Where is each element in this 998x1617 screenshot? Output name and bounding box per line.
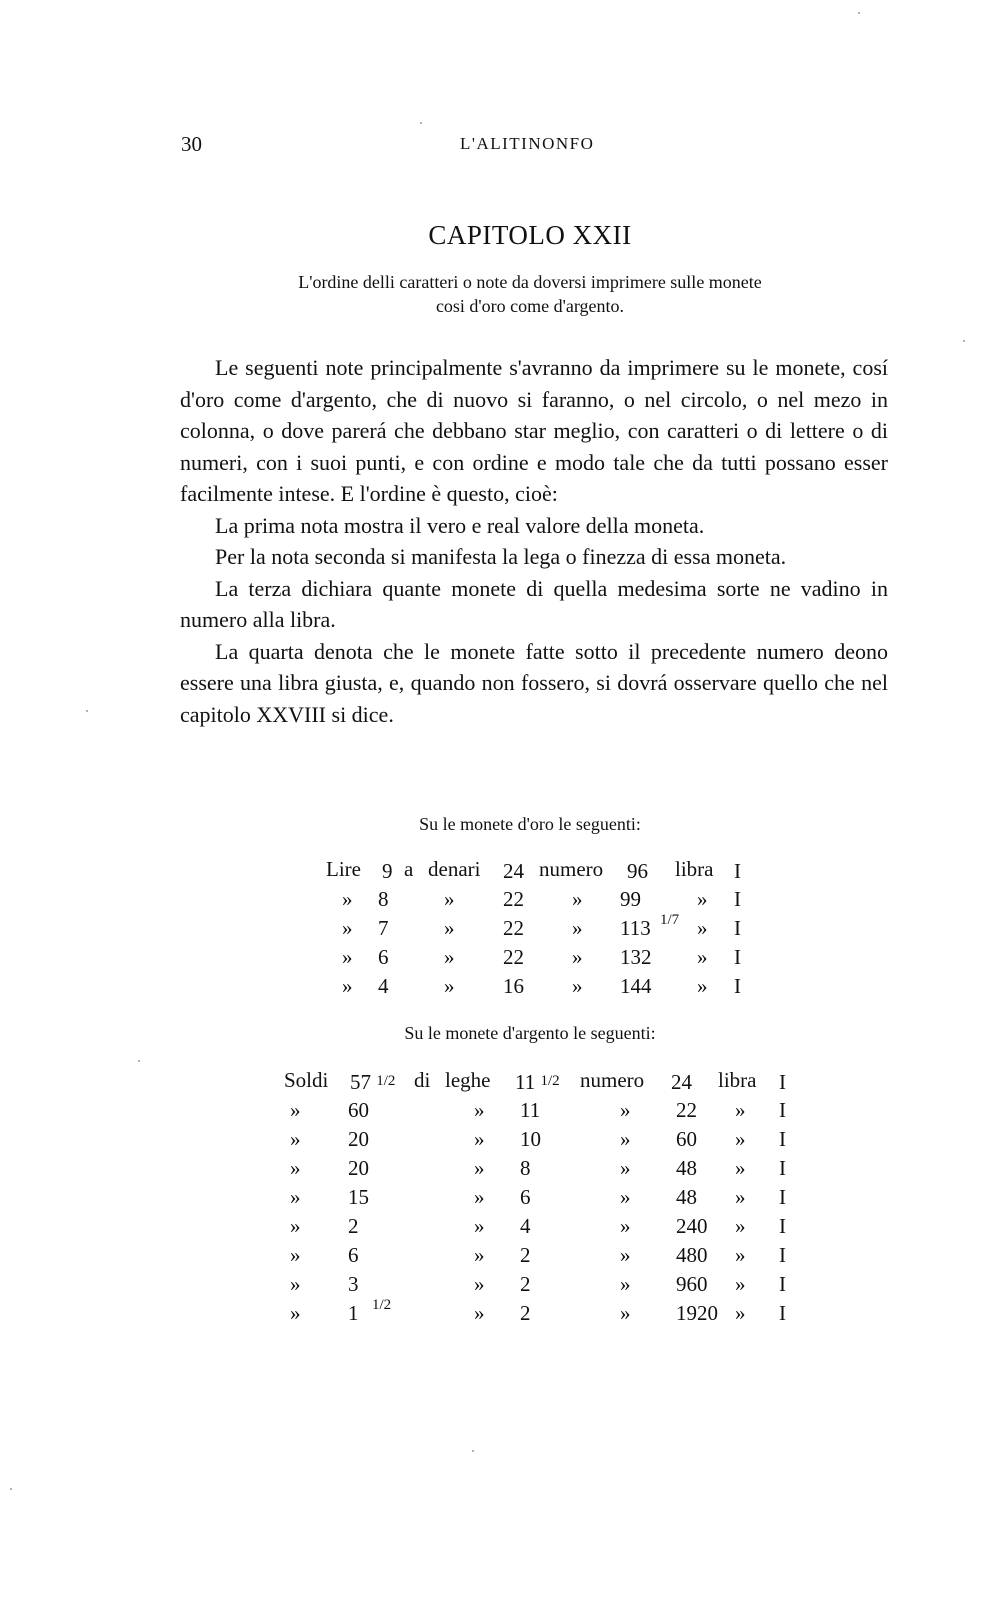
- paragraph-third-note: La terza dichiara quante monete di quella medesima sorte ne vadino in numero alla libra.: [180, 575, 888, 632]
- scan-speck: [10, 1488, 12, 1490]
- silver-row-soldi: 3: [348, 1272, 359, 1296]
- silver-row-numero: 48: [676, 1156, 697, 1180]
- gold-row-ditto-mark: »: [572, 887, 583, 911]
- paragraph-second-note: Per la nota seconda si manifesta la lega o finezza di essa moneta.: [215, 544, 787, 569]
- silver-row-numero: 480: [676, 1243, 708, 1267]
- gold-row-ditto-mark: »: [444, 887, 455, 911]
- silver-header-value-int: 57: [350, 1070, 371, 1094]
- silver-row-ditto-mark: »: [735, 1185, 746, 1209]
- silver-row-libra: I: [779, 1127, 786, 1151]
- silver-header-leghe-value: [515, 1070, 560, 1095]
- silver-row-ditto-mark: »: [474, 1272, 485, 1296]
- silver-header-leghe-frac: 1/2: [540, 1073, 560, 1089]
- silver-header-di: di: [414, 1068, 431, 1092]
- gold-header-denari-value: 24: [503, 859, 524, 883]
- gold-row-ditto-mark: »: [697, 945, 708, 969]
- gold-header-denari: denari: [428, 857, 481, 881]
- scan-speck: [138, 1060, 140, 1062]
- silver-row-ditto-mark: »: [620, 1272, 631, 1296]
- gold-row-numero: 113: [620, 916, 651, 940]
- gold-row-lire: 6: [378, 945, 389, 969]
- gold-row-denari: 16: [503, 974, 524, 998]
- silver-row-soldi: 20: [348, 1156, 369, 1180]
- silver-row-ditto-mark: »: [290, 1272, 301, 1296]
- gold-row-lire: 7: [378, 916, 389, 940]
- silver-row-ditto-mark: »: [620, 1243, 631, 1267]
- gold-row-lire: 8: [378, 887, 389, 911]
- silver-row-leghe: 10: [520, 1127, 541, 1151]
- gold-row-ditto-mark: »: [444, 974, 455, 998]
- silver-row-ditto-mark: »: [290, 1243, 301, 1267]
- silver-row-leghe: 11: [520, 1098, 541, 1122]
- gold-row-ditto-mark: »: [697, 916, 708, 940]
- gold-header-lire: Lire: [326, 857, 361, 881]
- gold-header-libra: libra: [675, 857, 714, 881]
- gold-row-libra: I: [734, 945, 741, 969]
- silver-row-ditto-mark: »: [290, 1098, 301, 1122]
- silver-row-leghe: 2: [520, 1243, 531, 1267]
- silver-row-numero: 22: [676, 1098, 697, 1122]
- scan-speck: [472, 1450, 474, 1452]
- running-title: L'ALITINONFO: [460, 134, 595, 153]
- gold-row-numero-frac: 1/7: [660, 912, 680, 928]
- silver-row-libra: I: [779, 1243, 786, 1267]
- gold-row-ditto-mark: »: [342, 974, 353, 998]
- silver-row-ditto-mark: »: [735, 1214, 746, 1238]
- silver-row-ditto-mark: »: [620, 1127, 631, 1151]
- silver-row-ditto-mark: »: [474, 1301, 485, 1325]
- silver-row-libra: I: [779, 1098, 786, 1122]
- silver-row-numero: 240: [676, 1214, 708, 1238]
- silver-row-ditto-mark: »: [474, 1214, 485, 1238]
- silver-row-ditto-mark: »: [735, 1301, 746, 1325]
- silver-header-value: [350, 1070, 395, 1095]
- gold-row-ditto-mark: »: [572, 945, 583, 969]
- silver-row-ditto-mark: »: [735, 1098, 746, 1122]
- silver-row-ditto-mark: »: [620, 1185, 631, 1209]
- silver-row-ditto-mark: »: [290, 1185, 301, 1209]
- silver-table-caption: Su le monete d'argento le seguenti:: [404, 1023, 656, 1043]
- body-text: [180, 352, 888, 730]
- gold-row-libra: I: [734, 887, 741, 911]
- silver-row-numero: 1920: [676, 1301, 718, 1325]
- silver-row-ditto-mark: »: [474, 1098, 485, 1122]
- scan-speck: [858, 12, 860, 14]
- gold-header-a: a: [404, 857, 414, 881]
- silver-row-leghe: 4: [520, 1214, 531, 1238]
- silver-header-libra: libra: [718, 1068, 757, 1092]
- gold-header-numero-value: 96: [627, 859, 648, 883]
- paragraph-fourth-note: La quarta denota che le monete fatte sotto il precedente numero deono essere una libra giusta, e, quando non fossero, si dovrá osservare quello che nel capitolo XXVIII si dice.: [180, 638, 888, 727]
- silver-row-ditto-mark: »: [620, 1098, 631, 1122]
- silver-row-libra: I: [779, 1272, 786, 1296]
- silver-row-ditto-mark: »: [620, 1156, 631, 1180]
- silver-row-libra: I: [779, 1185, 786, 1209]
- gold-header-value: 9: [382, 859, 393, 883]
- chapter-subtitle-line1: L'ordine delli caratteri o note da doversi imprimere sulle monete: [298, 272, 762, 292]
- silver-row-ditto-mark: »: [474, 1127, 485, 1151]
- silver-row-leghe: 2: [520, 1301, 531, 1325]
- silver-row-soldi: 2: [348, 1214, 359, 1238]
- silver-header-numero-value: 24: [671, 1070, 692, 1094]
- silver-header-soldi: Soldi: [284, 1068, 329, 1092]
- silver-row-leghe: 8: [520, 1156, 531, 1180]
- gold-row-ditto-mark: »: [444, 945, 455, 969]
- silver-row-leghe: 2: [520, 1272, 531, 1296]
- silver-row-ditto-mark: »: [290, 1156, 301, 1180]
- gold-row-ditto-mark: »: [572, 916, 583, 940]
- silver-row-soldi: 15: [348, 1185, 369, 1209]
- gold-table-caption: Su le monete d'oro le seguenti:: [419, 814, 641, 834]
- silver-row-libra: I: [779, 1156, 786, 1180]
- gold-row-denari: 22: [503, 916, 524, 940]
- silver-row-numero: 960: [676, 1272, 708, 1296]
- silver-row-ditto-mark: »: [735, 1243, 746, 1267]
- silver-header-leghe: leghe: [445, 1068, 491, 1092]
- chapter-subtitle-line2: cosi d'oro come d'argento.: [435, 296, 625, 316]
- silver-row-ditto-mark: »: [620, 1214, 631, 1238]
- gold-row-numero: 132: [620, 945, 652, 969]
- gold-row-numero: 144: [620, 974, 652, 998]
- silver-header-numero: numero: [580, 1068, 645, 1092]
- chapter-title: CAPITOLO XXII: [428, 220, 632, 250]
- silver-row-libra: I: [779, 1301, 786, 1325]
- silver-row-ditto-mark: »: [290, 1214, 301, 1238]
- silver-row-ditto-mark: »: [735, 1272, 746, 1296]
- page-number: 30: [181, 132, 202, 156]
- gold-row-ditto-mark: »: [444, 916, 455, 940]
- silver-row-ditto-mark: »: [735, 1156, 746, 1180]
- silver-row-ditto-mark: »: [620, 1301, 631, 1325]
- gold-row-lire: 4: [378, 974, 389, 998]
- silver-header-leghe-int: 11: [515, 1070, 536, 1094]
- silver-row-libra: I: [779, 1214, 786, 1238]
- silver-row-soldi: 1: [348, 1301, 359, 1325]
- silver-row-ditto-mark: »: [290, 1301, 301, 1325]
- silver-row-soldi-frac: 1/2: [372, 1297, 392, 1313]
- silver-header-value-frac: 1/2: [376, 1073, 396, 1089]
- scan-speck: [420, 122, 422, 124]
- silver-row-soldi: 20: [348, 1127, 369, 1151]
- scan-speck: [86, 710, 88, 712]
- gold-row-ditto-mark: »: [572, 974, 583, 998]
- gold-row-ditto-mark: »: [697, 974, 708, 998]
- silver-row-ditto-mark: »: [290, 1127, 301, 1151]
- gold-row-denari: 22: [503, 887, 524, 911]
- silver-row-ditto-mark: »: [474, 1243, 485, 1267]
- gold-row-numero: 99: [620, 887, 641, 911]
- gold-header-libra-value: I: [734, 859, 741, 883]
- scan-speck: [963, 340, 965, 342]
- silver-row-soldi: 6: [348, 1243, 359, 1267]
- paragraph-first-note: La prima nota mostra il vero e real valore della moneta.: [215, 512, 705, 538]
- silver-row-numero: 60: [676, 1127, 697, 1151]
- gold-row-ditto-mark: »: [697, 887, 708, 911]
- gold-row-denari: 22: [503, 945, 524, 969]
- gold-row-libra: I: [734, 916, 741, 940]
- silver-row-ditto-mark: »: [474, 1156, 485, 1180]
- gold-row-ditto-mark: »: [342, 916, 353, 940]
- gold-row-ditto-mark: »: [342, 945, 353, 969]
- silver-row-ditto-mark: »: [474, 1185, 485, 1209]
- silver-header-libra-value: I: [779, 1070, 786, 1094]
- silver-row-ditto-mark: »: [735, 1127, 746, 1151]
- silver-row-leghe: 6: [520, 1185, 531, 1209]
- gold-header-numero: numero: [539, 857, 604, 881]
- gold-row-ditto-mark: »: [342, 887, 353, 911]
- silver-row-numero: 48: [676, 1185, 697, 1209]
- silver-row-soldi: 60: [348, 1098, 369, 1122]
- gold-row-libra: I: [734, 974, 741, 998]
- paragraph-intro: Le seguenti note principalmente s'avranno da imprimere su le monete, cosí d'oro come d'argento, che di nuovo si faranno, o nel circolo, o nel mezo in colonna, o dove parerá che debbano star meglio, con caratteri o di lettere o di numeri, con i suoi punti, e con ordine e modo tale che da tutti possano esser facilmente intese. E l'ordine è questo, cioè:: [180, 355, 888, 506]
